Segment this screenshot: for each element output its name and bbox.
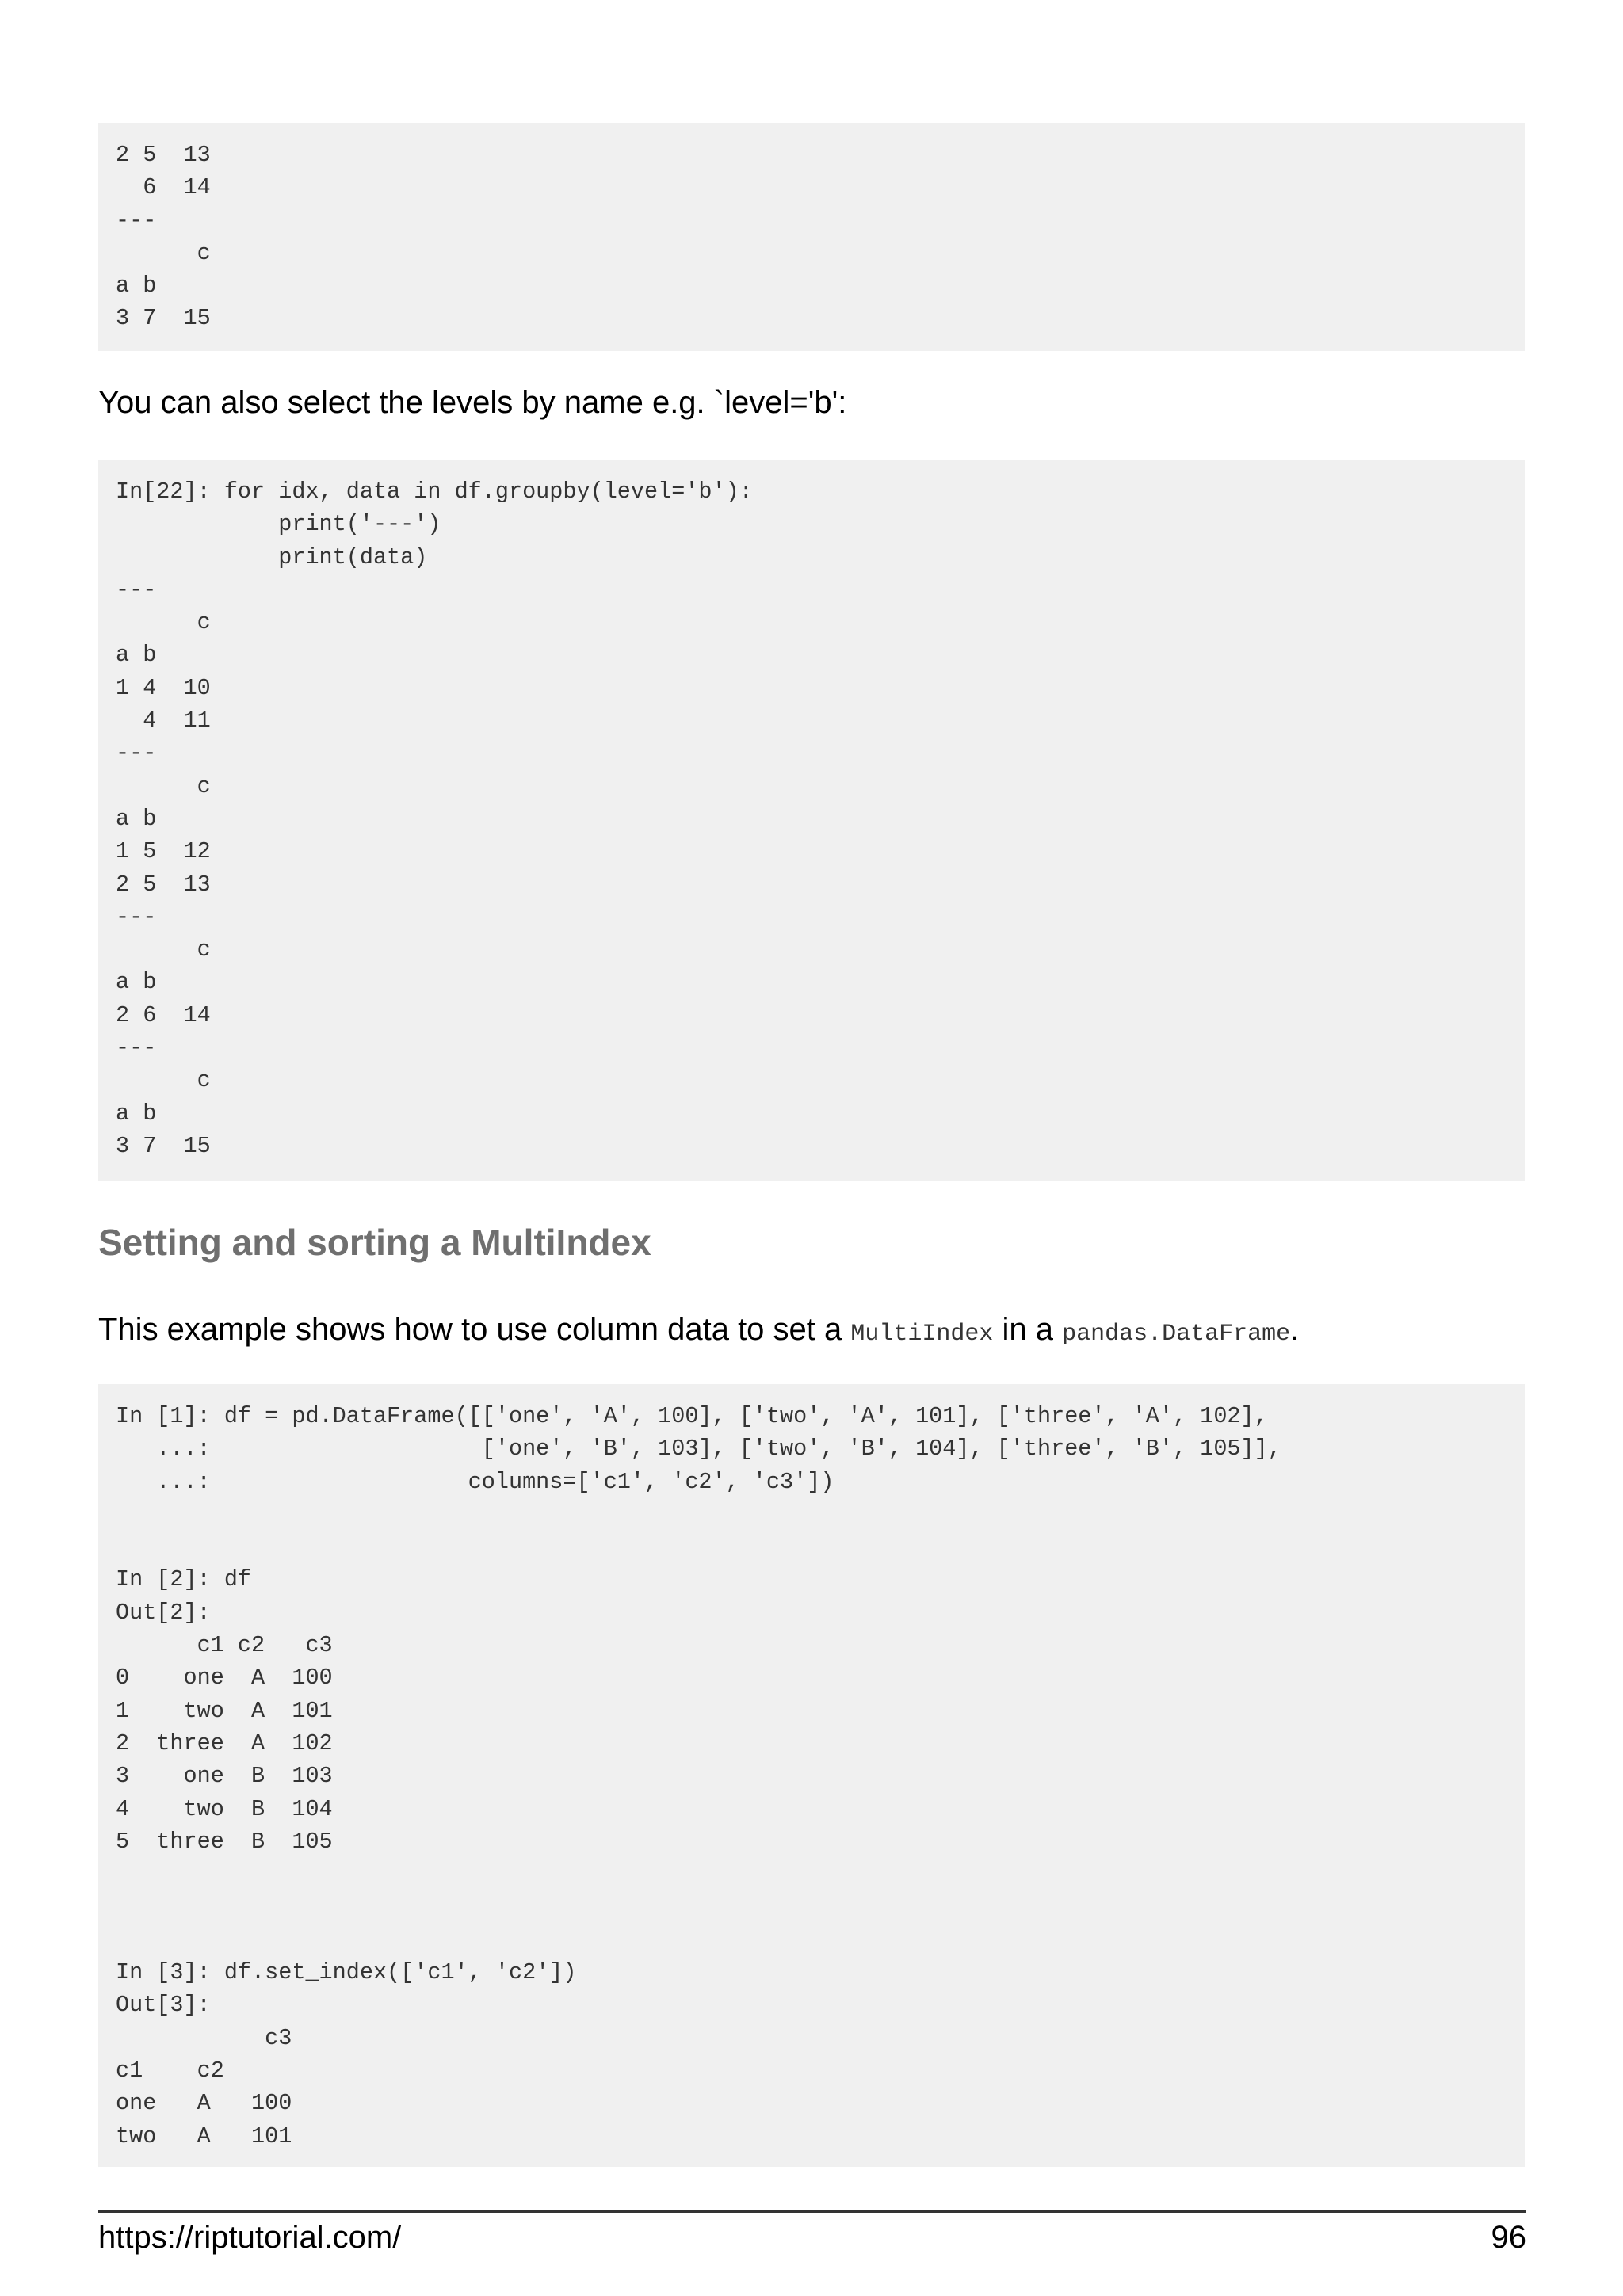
code-line: 4 11 bbox=[116, 707, 211, 734]
code-block-output bbox=[98, 123, 1525, 351]
code-line: In [1]: df = pd.DataFrame([['one', 'A', 100], ['two', 'A', 101], ['three', 'A', 102], bbox=[116, 1403, 1268, 1429]
code-line: In [2]: df bbox=[116, 1566, 252, 1593]
code-line: c bbox=[116, 772, 211, 799]
code-line: a b bbox=[116, 273, 157, 299]
footer-divider bbox=[98, 2210, 1526, 2213]
code-line: 0 one A 100 bbox=[116, 1665, 333, 1691]
code-line: c3 bbox=[116, 2024, 292, 2051]
code-line: 3 7 15 bbox=[116, 1132, 211, 1159]
footer-url-link[interactable]: https://riptutorial.com/ bbox=[98, 2220, 402, 2255]
paragraph-select-by-name: You can also select the levels by name e.g. `level='b': bbox=[98, 385, 847, 420]
paragraph-text: . bbox=[1290, 1312, 1300, 1347]
code-block-groupby-level bbox=[98, 460, 1525, 1181]
code-line: --- bbox=[116, 207, 157, 234]
code-line bbox=[116, 1924, 1507, 1956]
code-line: 1 4 10 bbox=[116, 674, 211, 701]
code-line: 3 one B 103 bbox=[116, 1763, 333, 1790]
code-line: 1 two A 101 bbox=[116, 1697, 333, 1724]
code-line: --- bbox=[116, 740, 157, 767]
code-block-set-index bbox=[98, 1384, 1525, 2167]
code-line: a b bbox=[116, 805, 157, 832]
code-line: c1 c2 c3 bbox=[116, 1632, 333, 1659]
code-line: In [3]: df.set_index(['c1', 'c2']) bbox=[116, 1959, 577, 1986]
paragraph-multiindex-intro bbox=[98, 1310, 1525, 1353]
code-line: --- bbox=[116, 1035, 157, 1062]
code-line: --- bbox=[116, 576, 157, 603]
code-line bbox=[116, 1858, 1507, 1890]
code-line: 2 three A 102 bbox=[116, 1730, 333, 1756]
code-line: In[22]: for idx, data in df.groupby(level='b'): bbox=[116, 479, 753, 505]
code-line: 5 three B 105 bbox=[116, 1828, 333, 1855]
code-line: a b bbox=[116, 969, 157, 996]
code-line: a b bbox=[116, 642, 157, 669]
code-line bbox=[116, 1890, 1507, 1923]
code-line: 6 14 bbox=[116, 174, 211, 201]
code-line: Out[2]: bbox=[116, 1599, 211, 1626]
inline-code-multiindex: MultiIndex bbox=[850, 1321, 994, 1348]
code-line: Out[3]: bbox=[116, 1992, 211, 2019]
code-line: 2 5 13 bbox=[116, 871, 211, 898]
code-line: 2 5 13 bbox=[116, 142, 211, 168]
code-line: 2 6 14 bbox=[116, 1001, 211, 1028]
section-heading: Setting and sorting a MultiIndex bbox=[98, 1222, 651, 1263]
code-line: a b bbox=[116, 1100, 157, 1127]
code-line: print('---') bbox=[116, 511, 441, 538]
code-line: 3 7 15 bbox=[116, 305, 211, 332]
code-line: c bbox=[116, 239, 211, 266]
code-line: c bbox=[116, 936, 211, 963]
code-line: c bbox=[116, 1067, 211, 1094]
code-line: two A 101 bbox=[116, 2122, 292, 2149]
code-line: 1 5 12 bbox=[116, 838, 211, 865]
code-line: ...: ['one', 'B', 103], ['two', 'B', 104], ['three', 'B', 105]], bbox=[116, 1436, 1281, 1463]
page-number: 96 bbox=[1491, 2220, 1526, 2255]
inline-code-dataframe: pandas.DataFrame bbox=[1062, 1321, 1291, 1348]
code-line: one A 100 bbox=[116, 2090, 292, 2117]
code-line: 4 two B 104 bbox=[116, 1795, 333, 1822]
paragraph-text: This example shows how to use column data to set a bbox=[98, 1312, 851, 1347]
code-line: --- bbox=[116, 903, 157, 930]
code-line: print(data) bbox=[116, 543, 428, 570]
code-line: c bbox=[116, 609, 211, 636]
paragraph-text: in a bbox=[993, 1312, 1063, 1347]
code-line: c1 c2 bbox=[116, 2057, 224, 2084]
code-line: ...: columns=['c1', 'c2', 'c3']) bbox=[116, 1468, 834, 1495]
code-line bbox=[116, 1498, 1507, 1531]
code-line bbox=[116, 1531, 1507, 1563]
